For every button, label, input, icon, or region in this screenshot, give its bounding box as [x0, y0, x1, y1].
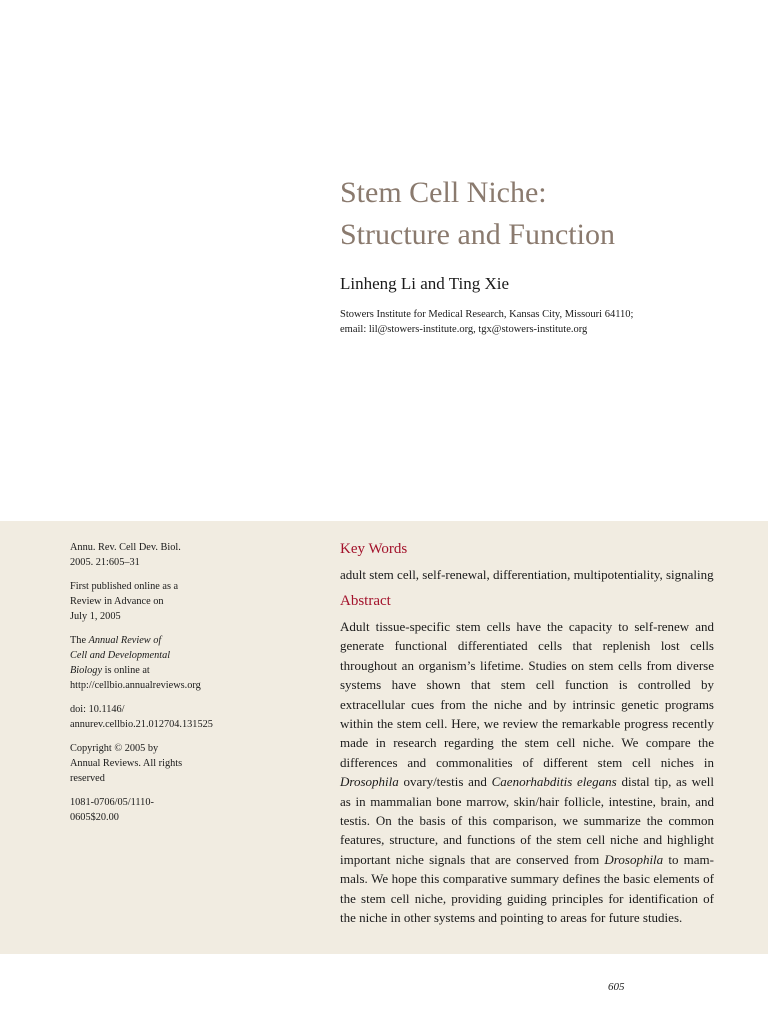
issn — [70, 795, 240, 825]
page-number: 605 — [608, 981, 625, 993]
title-line-1: Stem Cell Niche: — [340, 176, 547, 209]
article-title — [340, 172, 740, 256]
abstract-part-3: distal tip, as well as in mammalian bone marrow, skin/hair follicle, intestine, brain, and testis. On the basis of this comparison, we summarize the common features, structure, and functions of the stem cell niche and highlight important niche signals that are conserved from — [340, 774, 714, 867]
abstract-italic-drosophila-1: Drosophila — [340, 774, 399, 790]
published-line-1: First published online as a — [70, 581, 179, 592]
online-line-3 — [70, 663, 240, 678]
publication-note — [70, 579, 240, 624]
online-note — [70, 633, 240, 693]
published-line-3: July 1, 2005 — [70, 611, 121, 622]
copyright-line-1: Copyright © 2005 by — [70, 743, 159, 754]
authors: Linheng Li and Ting Xie — [340, 274, 510, 293]
keywords-heading: Key Words — [340, 541, 408, 557]
doi-line-1: doi: 10.1146/ — [70, 704, 125, 715]
abstract-italic-c-elegans: Caenorhabditis elegans — [491, 774, 617, 790]
sidebar-metadata — [70, 540, 240, 834]
copyright-line-3: reserved — [70, 773, 105, 784]
abstract-part-2: ovary/testis and — [398, 774, 492, 790]
affiliation-email: email: lil@stowers-institute.org, tgx@stowers-institute.org — [340, 324, 588, 335]
journal-name-1: Annual Review of — [88, 635, 162, 646]
abstract-italic-drosophila-2: Drosophila — [604, 851, 664, 867]
doi-line-2: annurev.cellbio.21.012704.131525 — [70, 719, 213, 730]
abstract-part-1: Adult tissue-specific stem cells have the capacity to self-renew and generate functional differentiated cells that replenish lost cells throughout an organism’s lifetime. Studies on stem cells from diverse systems have shown that stem cell function is controlled by extracellular cues from the niche and by intrinsic genetic programs within the stem cell. Here, we review the remarkable progress recently made in research regarding the stem cell niche. We compare the differences and commonalities of different stem cell niches in — [340, 619, 714, 770]
copyright — [70, 741, 240, 786]
abstract-part-4: to mammals. We hope this comparative summary defines the basic elements of the stem cell niche, providing guiding principles for identification of the niche in other systems and pointing to areas for future studies. — [340, 851, 714, 926]
keywords-text: adult stem cell, self-renewal, differentiation, multipotentiality, signaling — [340, 567, 714, 582]
online-the: The — [70, 635, 89, 646]
issn-line-2: 0605$20.00 — [70, 812, 119, 823]
main-column — [340, 539, 714, 928]
citation-line-1: Annu. Rev. Cell Dev. Biol. — [70, 542, 181, 553]
online-line-1 — [70, 633, 240, 648]
copyright-line-2: Annual Reviews. All rights — [70, 758, 183, 769]
doi — [70, 702, 240, 732]
affiliation-line-1: Stowers Institute for Medical Research, Kansas City, Missouri 64110; — [340, 309, 634, 320]
abstract-heading: Abstract — [340, 593, 391, 609]
journal-name-2: Cell and Developmental — [70, 650, 171, 661]
affiliation — [340, 307, 633, 337]
citation-line-2: 2005. 21:605–31 — [70, 557, 140, 568]
online-rest: is online at — [102, 665, 150, 676]
journal-url[interactable]: http://cellbio.annualreviews.org — [70, 680, 201, 691]
citation — [70, 540, 240, 570]
abstract-text — [340, 617, 714, 928]
issn-line-1: 1081-0706/05/1110- — [70, 797, 154, 808]
journal-name-3: Biology — [70, 665, 103, 676]
published-line-2: Review in Advance on — [70, 596, 164, 607]
title-line-2: Structure and Function — [340, 218, 615, 251]
